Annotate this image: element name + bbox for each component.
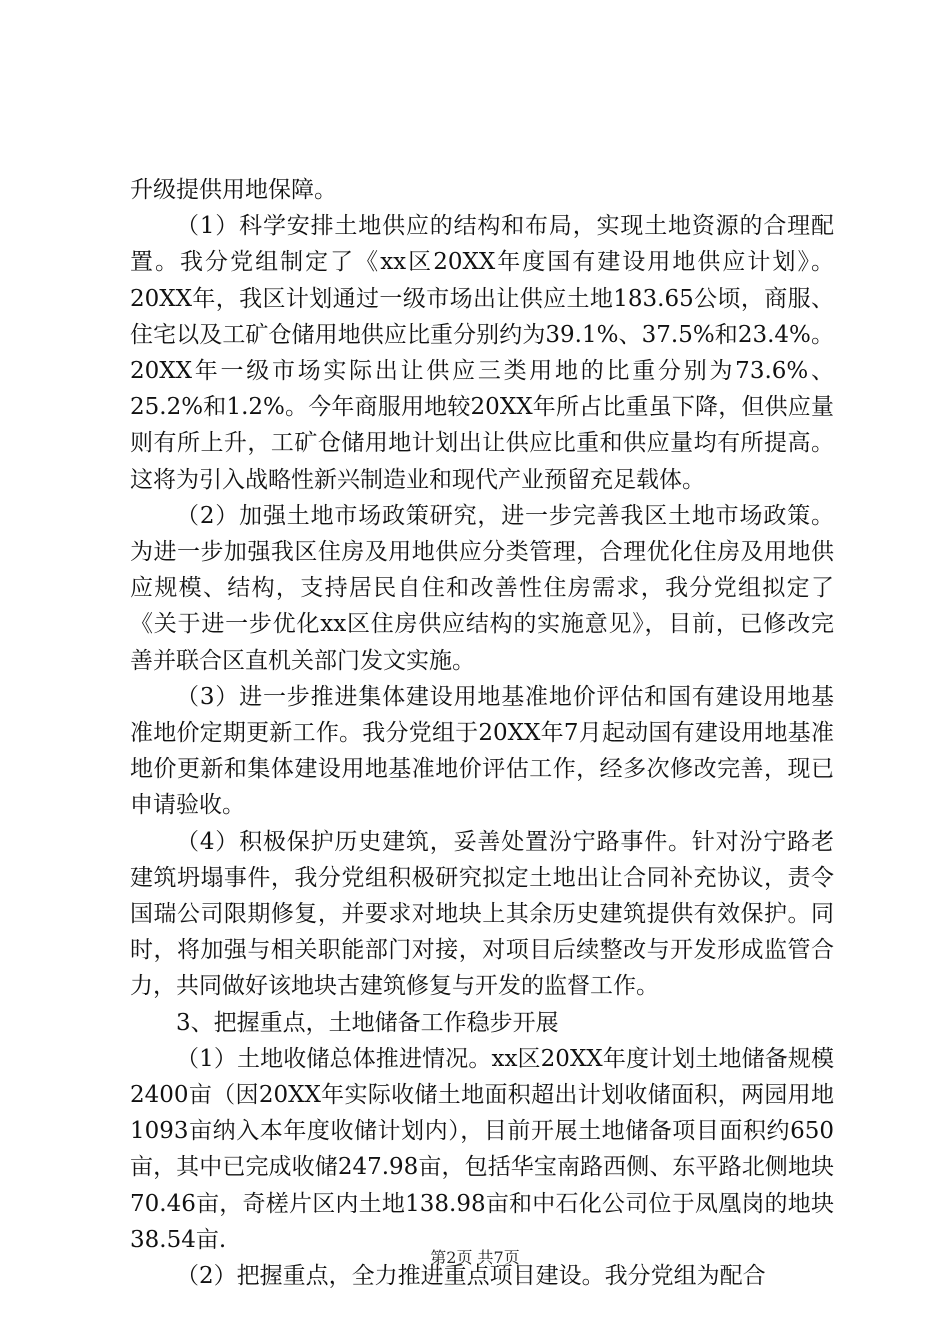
page-number: 第2页 共7页	[430, 1248, 520, 1267]
section-heading-land-reserve: 3、把握重点，土地储备工作稳步开展	[176, 1009, 559, 1036]
paragraph-continuation: 升级提供用地保障。	[130, 177, 337, 203]
paragraph-benchmark-land-price: （3）进一步推进集体建设用地基准地价评估和国有建设用地基准地价定期更新工作。我分党组于20XX年7月起动国有建设用地基准地价更新和集体建设用地基准地价评估工作，经多次修改完善，现已申请验收。	[130, 683, 834, 819]
paragraph-land-acquisition-progress: （1）土地收储总体推进情况。xx区20XX年度计划土地储备规模2400亩（因20XX年实际收储土地面积超出计划收储面积，两园用地1093亩纳入本年度收储计划内），目前开展土地储备项目面积约650亩，其中已完成收储247.98亩，包括华宝南路西侧、东平路北侧地块70.46亩，奇槎片区内土地138.98亩和中石化公司位于凤凰岗的地块38.54亩.	[130, 1045, 834, 1253]
paragraph-land-market-policy: （2）加强土地市场政策研究，进一步完善我区土地市场政策。为进一步加强我区住房及用地供应分类管理，合理优化住房及用地供应规模、结构，支持居民自住和改善性住房需求，我分党组拟定了《关于进一步优化xx区住房供应结构的实施意见》，目前，已修改完善并联合区直机关部门发文实施。	[130, 502, 834, 674]
paragraph-key-projects: （2）把握重点，全力推进重点项目建设。我分党组为配合	[176, 1263, 766, 1290]
document-body	[130, 172, 834, 1294]
paragraph-land-supply-structure: （1）科学安排土地供应的结构和布局，实现土地资源的合理配置。我分党组制定了《xx区20XX年度国有建设用地供应计划》。20XX年，我区计划通过一级市场出让供应土地183.65公顷，商服、住宅以及工矿仓储用地供应比重分别约为39.1%、37.5%和23.4%。20XX年一级市场实际出让供应三类用地的比重分别为73.6%、25.2%和1.2%。今年商服用地较20XX年所占比重虽下降，但供应量则有所上升，工矿仓储用地计划出让供应比重和供应量均有所提高。这将为引入战略性新兴制造业和现代产业预留充足载体。	[130, 213, 834, 493]
paragraph-historic-buildings: （4）积极保护历史建筑，妥善处置汾宁路事件。针对汾宁路老建筑坍塌事件，我分党组积极研究拟定土地出让合同补充协议，责令国瑞公司限期修复，并要求对地块上其余历史建筑提供有效保护。同时，将加强与相关职能部门对接，对项目后续整改与开发形成监管合力，共同做好该地块古建筑修复与开发的监督工作。	[130, 828, 834, 1000]
